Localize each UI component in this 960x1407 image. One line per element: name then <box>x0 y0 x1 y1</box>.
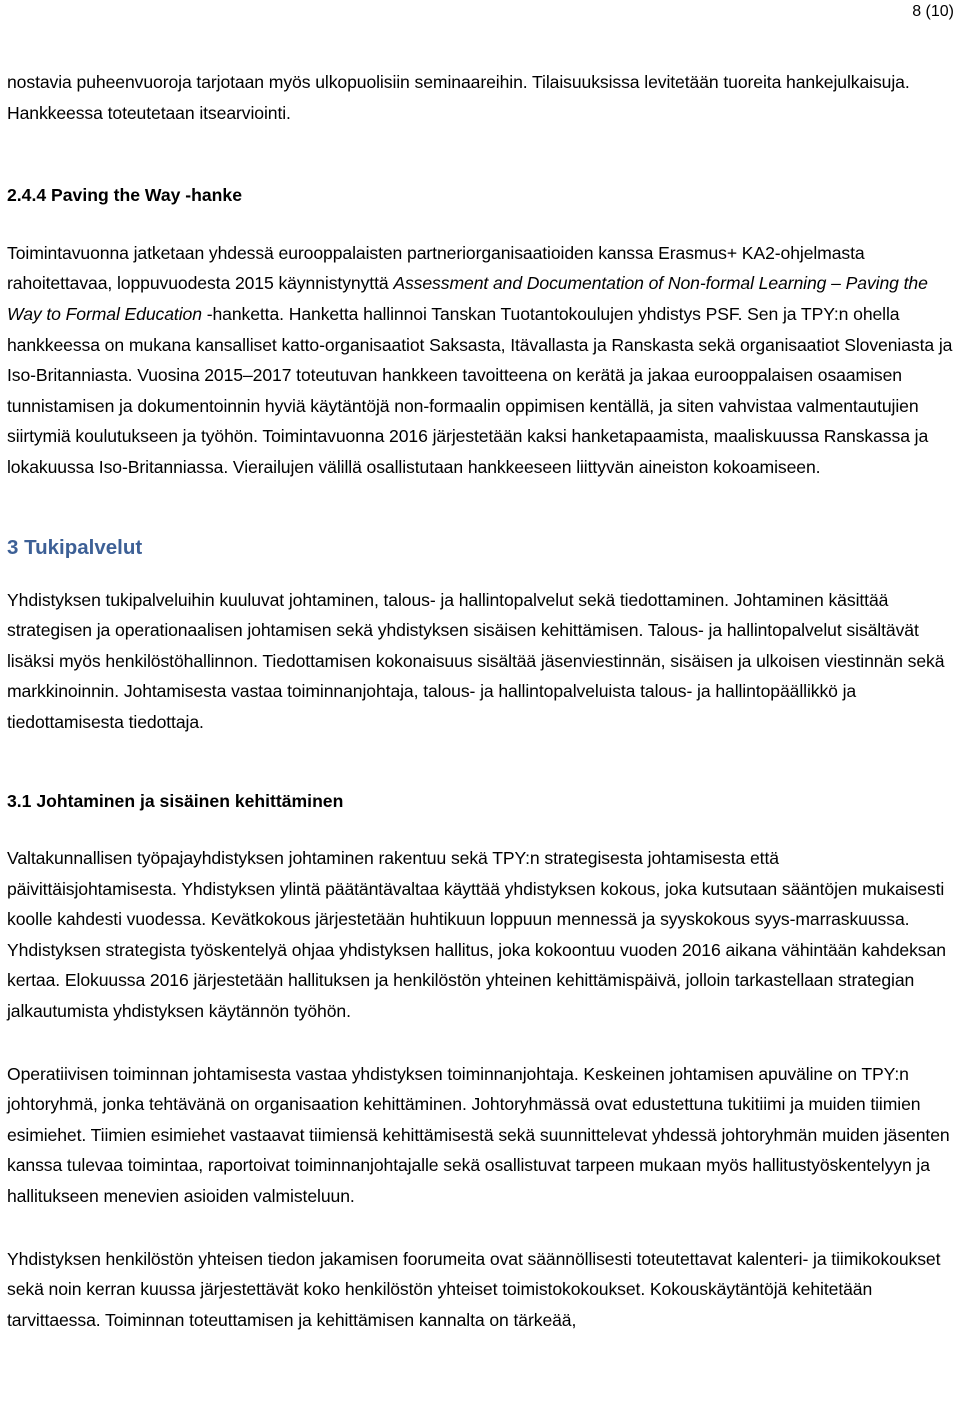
johtaminen-paragraph-3: Yhdistyksen henkilöstön yhteisen tiedon jakamisen foorumeita ovat säännöllisesti toteutettavat kalenteri- ja tiimikokoukset sekä noin kerran kuussa järjestettävät koko henkilöstön yhteiset toimistokokoukset. Kokouskäytäntöjä kehitetään tarvittaessa. Toiminnan toteuttamisen ja kehittämisen kannalta on tärkeää, <box>7 1248 941 1330</box>
document-body <box>7 67 953 1335</box>
tukipalvelut-paragraph: Yhdistyksen tukipalveluihin kuuluvat johtaminen, talous- ja hallintopalvelut sekä tiedottaminen. Johtaminen käsittää strategisen ja operationaalisen johtamisen sekä yhdistyksen sisäisen kehittämisen. Talous- ja hallintopalvelut sisältävät lisäksi myös henkilöstöhallinnon. Tiedottamisen kokonaisuus sisältää jäsenviestinnän, sisäisen ja ulkoisen viestinnän sekä markkinoinnin. Johtamisesta vastaa toiminnanjohtaja, talous- ja hallintopalveluista talous- ja hallintopäällikkö ja tiedottamisesta tiedottaja. <box>7 589 945 732</box>
project-name-italic: Assessment and Documentation of Non-formal Learning – Paving the Way to Formal Education <box>7 273 928 324</box>
johtaminen-paragraph-1: Valtakunnallisen työpajayhdistyksen johtaminen rakentuu sekä TPY:n strategisesta johtamisesta että päivittäisjohtamisesta. Yhdistyksen ylintä päätäntävaltaa käyttää yhdistyksen kokous, joka kutsutaan sääntöjen mukaisesti koolle kahdesti vuodessa. Kevätkokous järjestetään huhtikuun loppuun mennessä ja syyskokous syys-marraskuussa. Yhdistyksen strategista työskentelyä ohjaa yhdistyksen hallitus, joka kokoontuu vuoden 2016 aikana vähintään kahdeksan kertaa. Elokuussa 2016 järjestetään hallituksen ja henkilöstön yhteinen kehittämispäivä, jolloin tarkastellaan strategian jalkautumista yhdistyksen käytännön työhön. <box>7 848 946 1022</box>
paragraph-text: -hanketta. Hanketta hallinnoi Tanskan Tuotantokoulujen yhdistys PSF. Sen ja TPY:n ohella hankkeessa on mukana kansalliset katto-organisaatiot Saksasta, Itävallasta ja Ranskasta sekä organisaatiot Sloveniasta ja Iso-Britanniasta. Vuosina 2015–2017 toteutuvan hankkeen tavoitteena on kerätä ja jakaa eurooppalaisen osaamisen tunnistamisen ja dokumentoinnin hyviä käytäntöjä non-formaalin oppimisen kentällä, ja siten vahvistaa valmentautujien siirtymiä koulutukseen ja työhön. Toimintavuonna 2016 järjestetään kaksi hanketapaamista, maaliskuussa Ranskassa ja lokakuussa Iso-Britanniassa. Vierailujen välillä osallistutaan hankkeeseen liittyvän aineiston kokoamiseen. <box>7 303 953 477</box>
section-heading-2-4-4: 2.4.4 Paving the Way -hanke <box>7 185 242 206</box>
johtaminen-paragraph-2: Operatiivisen toiminnan johtamisesta vastaa yhdistyksen toiminnanjohtaja. Keskeinen johtamisen apuväline on TPY:n johtoryhmä, jonka tehtävänä on organisaation kehittäminen. Johtoryhmässä ovat edustettuna tukitiimi ja muiden tiimien esimiehet. Tiimien esimiehet vastaavat tiimiensä kehittämisestä sekä suunnittelevat yhdessä johtoryhmän muiden jäsenten kanssa tulevaa toimintaa, raportoivat toiminnanjohtajalle sekä osallistuvat tarpeen mukaan myös hallitustyöskentelyyn ja hallitukseen menevien asioiden valmisteluun. <box>7 1063 950 1207</box>
section-title-tukipalvelut: 3 Tukipalvelut <box>7 535 143 559</box>
paragraph-text: Toimintavuonna jatketaan yhdessä eurooppalaisten partneriorganisaatioiden kanssa Erasmus+ KA2-ohjelmasta rahoitettavaa, loppuvuodesta 2015 käynnistynyttä <box>7 242 865 294</box>
paving-the-way-paragraph <box>7 238 953 483</box>
intro-paragraph: nostavia puheenvuoroja tarjotaan myös ulkopuolisiin seminaareihin. Tilaisuuksissa levitetään tuoreita hankejulkaisuja. Hankkeessa toteutetaan itsearviointi. <box>7 72 910 123</box>
section-heading-3-1: 3.1 Johtaminen ja sisäinen kehittäminen <box>7 790 344 811</box>
page-number: 8 (10) <box>912 3 954 20</box>
